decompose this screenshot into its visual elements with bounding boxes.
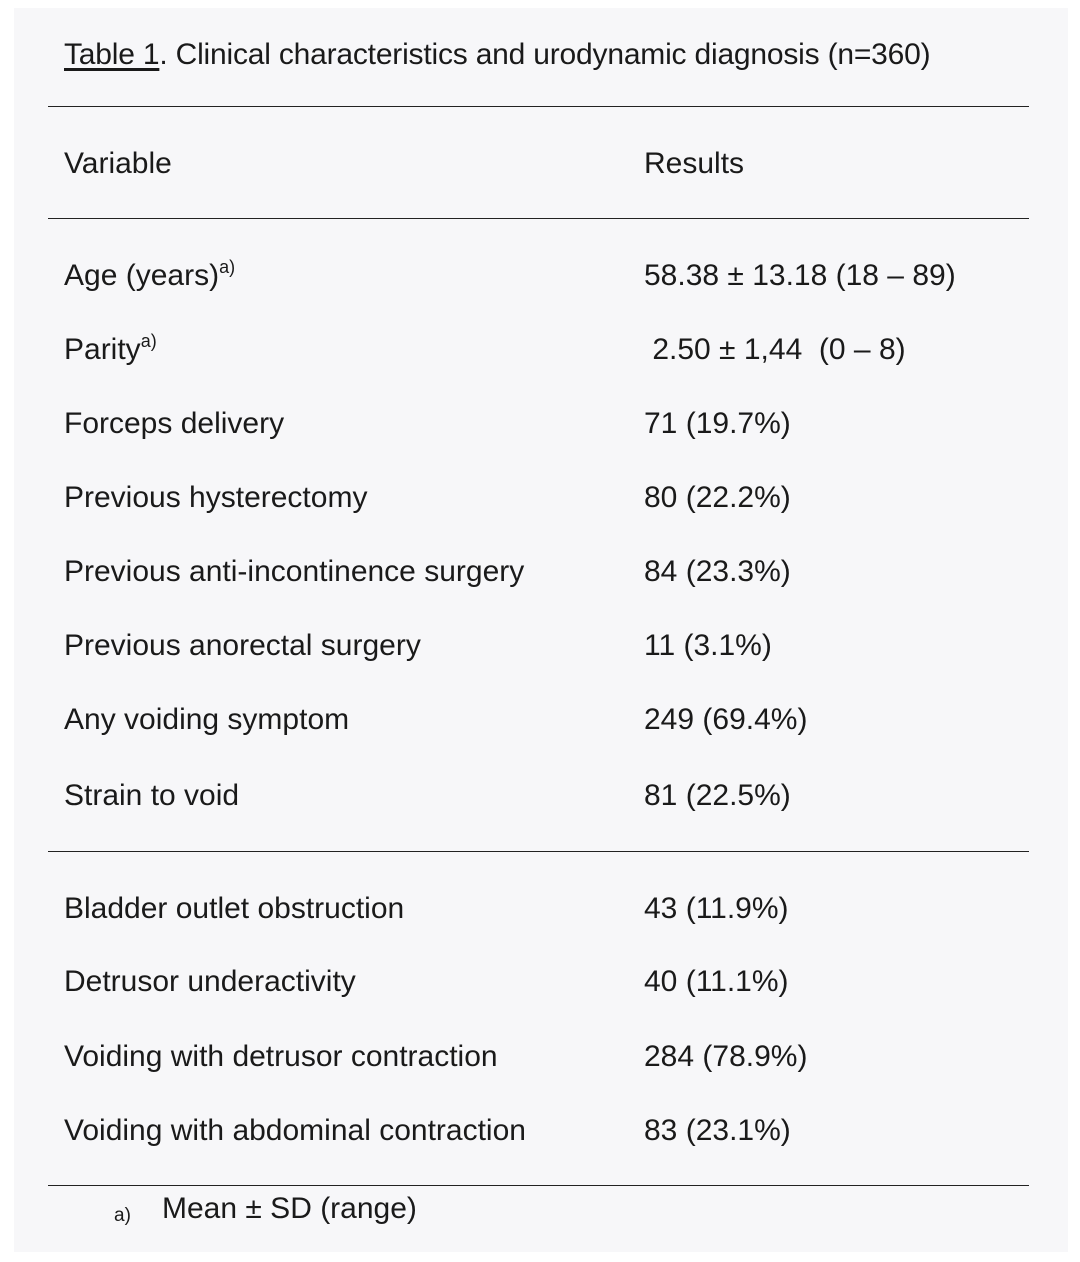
rule-section	[48, 851, 1029, 852]
row-variable	[64, 258, 235, 294]
row-result: 43 (11.9%)	[644, 892, 789, 925]
row-result: 81 (22.5%)	[644, 779, 791, 812]
row-result: 11 (3.1%)	[644, 629, 772, 662]
row-result: 83 (23.1%)	[644, 1114, 791, 1147]
row-variable: Bladder outlet obstruction	[64, 892, 405, 925]
row-variable: Previous hysterectomy	[64, 481, 368, 514]
row-variable: Strain to void	[64, 779, 240, 812]
row-variable: Forceps delivery	[64, 407, 285, 440]
row-result: 71 (19.7%)	[644, 407, 791, 440]
row-variable-label: Age (years)	[64, 259, 220, 292]
header-results: Results	[644, 147, 745, 180]
row-result: 58.38 ± 13.18 (18 – 89)	[644, 259, 956, 292]
row-footnote-mark: a)	[219, 257, 236, 277]
row-variable: Previous anti-incontinence surgery	[64, 555, 525, 588]
row-variable-label: Parity	[64, 333, 141, 366]
row-result: 84 (23.3%)	[644, 555, 791, 588]
rule-top	[48, 106, 1029, 107]
row-result: 40 (11.1%)	[644, 965, 789, 998]
row-variable: Detrusor underactivity	[64, 965, 356, 998]
row-result: 284 (78.9%)	[644, 1040, 808, 1073]
row-footnote-mark: a)	[140, 331, 157, 351]
row-variable: Voiding with detrusor contraction	[64, 1040, 498, 1073]
rule-header	[48, 218, 1029, 219]
row-result: 249 (69.4%)	[644, 703, 808, 736]
row-result: 2.50 ± 1,44 (0 – 8)	[644, 333, 906, 366]
row-result: 80 (22.2%)	[644, 481, 791, 514]
header-variable: Variable	[64, 147, 172, 180]
document-page	[14, 8, 1068, 1252]
footnote-text: Mean ± SD (range)	[162, 1192, 417, 1225]
rule-bottom	[48, 1185, 1029, 1186]
row-variable	[64, 332, 157, 368]
footnote-mark: a)	[114, 1205, 131, 1226]
row-variable: Any voiding symptom	[64, 703, 350, 736]
table-title-rest: . Clinical characteristics and urodynamic diagnosis (n=360)	[159, 38, 931, 71]
table-title-lead: Table 1	[64, 38, 160, 71]
row-variable: Previous anorectal surgery	[64, 629, 421, 662]
row-variable: Voiding with abdominal contraction	[64, 1114, 526, 1147]
table-title	[64, 38, 930, 72]
